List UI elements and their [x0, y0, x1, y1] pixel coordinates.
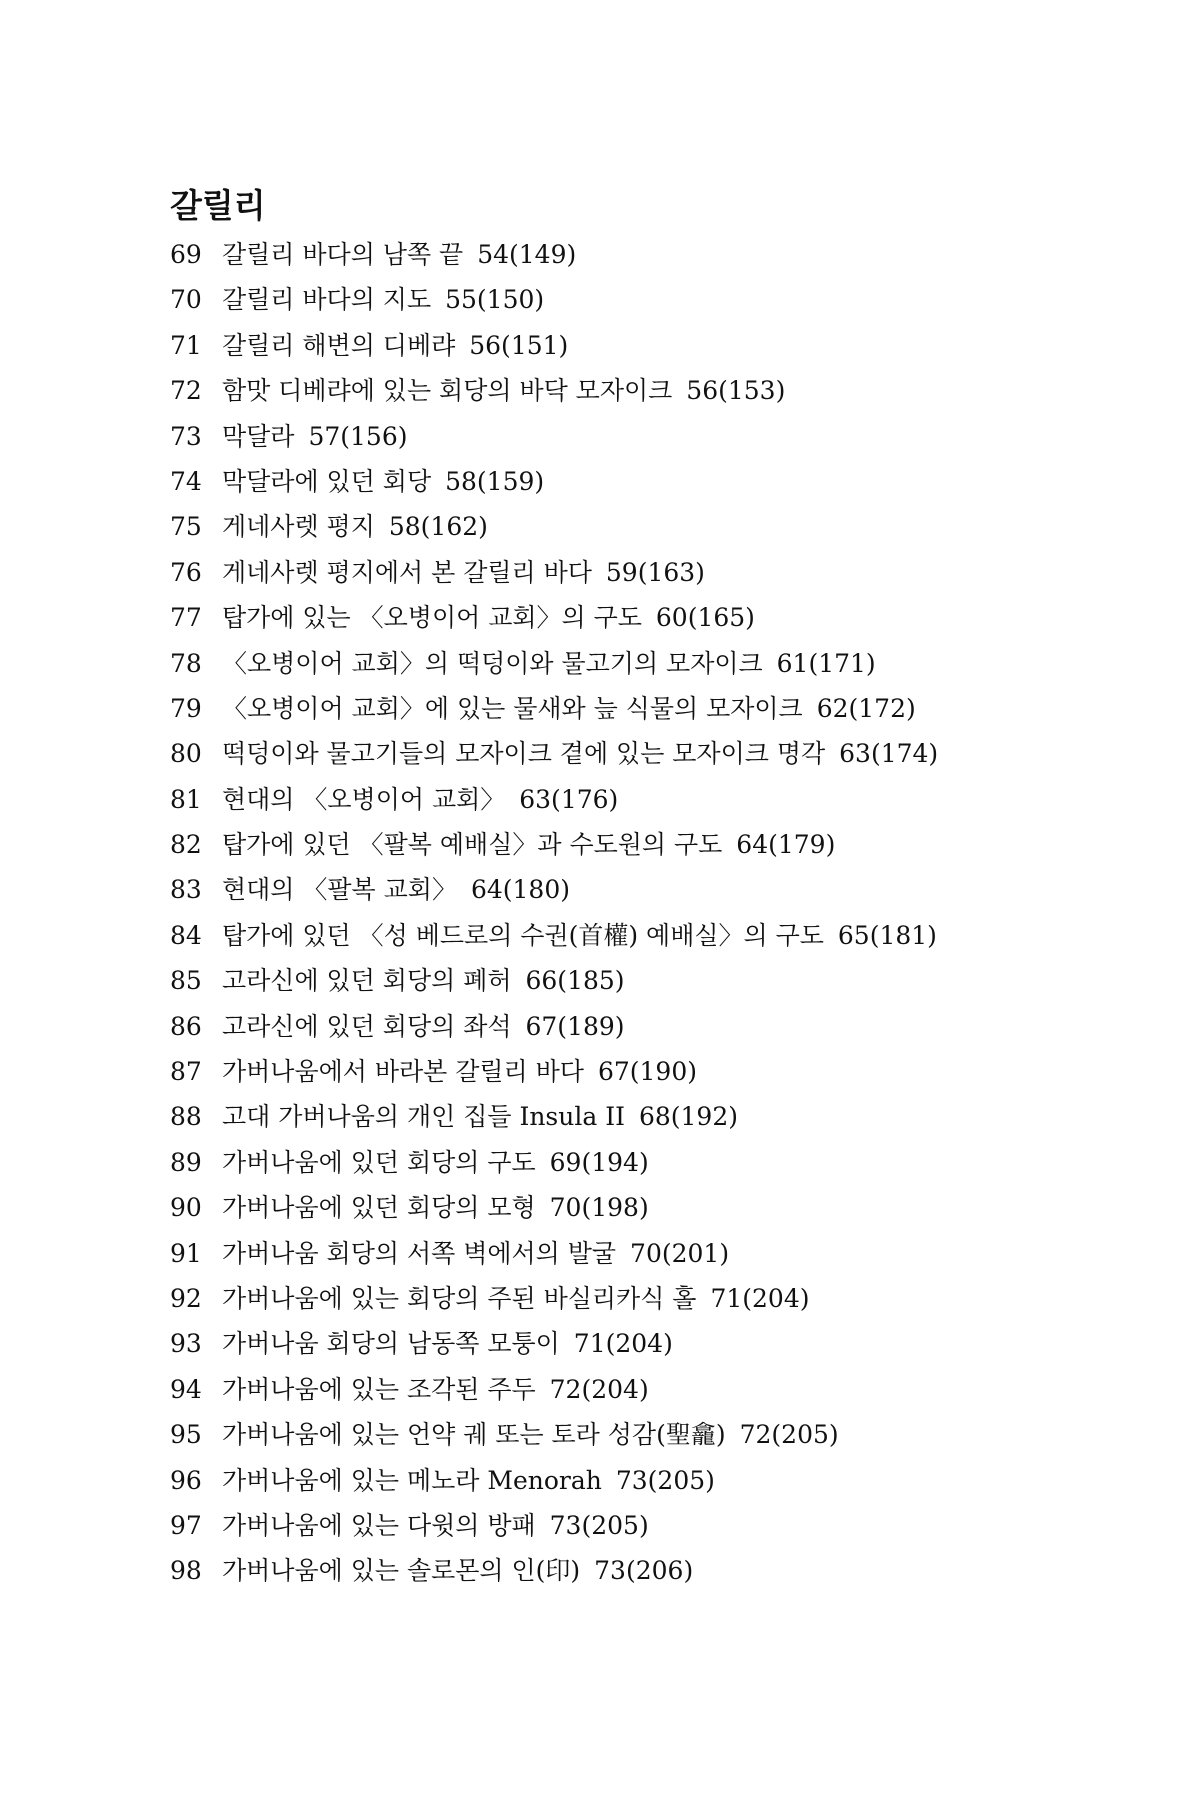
list-item — [170, 232, 1150, 277]
list-item — [170, 1367, 1150, 1412]
list-item — [170, 1321, 1150, 1366]
figure-caption: 고라신에 있던 회당의 폐허 — [222, 966, 512, 996]
page-reference: 62(172) — [816, 693, 916, 723]
section-title: 갈릴리 — [170, 186, 266, 225]
figure-caption: 가버나움 회당의 서쪽 벽에서의 발굴 — [222, 1238, 617, 1268]
page-reference: 65(181) — [837, 920, 937, 950]
figure-number: 93 — [170, 1329, 202, 1359]
page-reference: 72(205) — [739, 1420, 839, 1450]
page-reference: 73(206) — [594, 1556, 694, 1586]
list-item — [170, 1503, 1150, 1548]
figure-number: 88 — [170, 1102, 202, 1132]
page-reference: 63(174) — [839, 739, 939, 769]
figure-list — [170, 232, 1150, 1594]
list-item — [170, 777, 1150, 822]
figure-number: 98 — [170, 1556, 202, 1586]
figure-caption: 가버나움에 있는 메노라 Menorah — [222, 1465, 602, 1495]
figure-caption: 갈릴리 바다의 지도 — [222, 285, 432, 315]
page-reference: 66(185) — [525, 966, 625, 996]
list-item — [170, 1412, 1150, 1457]
figure-caption: 〈오병이어 교회〉의 떡덩이와 물고기의 모자이크 — [222, 648, 763, 678]
page-reference: 70(198) — [549, 1193, 649, 1223]
list-item — [170, 958, 1150, 1003]
figure-caption: 고대 가버나움의 개인 집들 Insula II — [222, 1102, 625, 1132]
figure-number: 90 — [170, 1193, 202, 1223]
figure-caption: 갈릴리 해변의 디베랴 — [222, 330, 456, 360]
list-item — [170, 323, 1150, 368]
page-reference: 68(192) — [638, 1102, 738, 1132]
figure-caption: 현대의 〈팔복 교회〉 — [222, 875, 457, 905]
figure-number: 87 — [170, 1057, 202, 1087]
list-item — [170, 368, 1150, 413]
figure-caption: 가버나움에 있는 다윗의 방패 — [222, 1510, 536, 1540]
list-item — [170, 1458, 1150, 1503]
page-reference: 55(150) — [445, 285, 545, 315]
figure-number: 85 — [170, 966, 202, 996]
page-reference: 60(165) — [655, 603, 755, 633]
figure-caption: 가버나움 회당의 남동쪽 모퉁이 — [222, 1329, 560, 1359]
figure-number: 81 — [170, 784, 202, 814]
figure-number: 91 — [170, 1238, 202, 1268]
page-reference: 70(201) — [630, 1238, 730, 1268]
figure-number: 70 — [170, 285, 202, 315]
figure-caption: 막달라에 있던 회당 — [222, 466, 432, 496]
figure-number: 77 — [170, 603, 202, 633]
list-item — [170, 822, 1150, 867]
figure-number: 79 — [170, 693, 202, 723]
page-reference: 58(162) — [388, 512, 488, 542]
figure-number: 95 — [170, 1420, 202, 1450]
list-item — [170, 731, 1150, 776]
page-reference: 57(156) — [308, 421, 408, 451]
list-item — [170, 595, 1150, 640]
figure-number: 97 — [170, 1510, 202, 1540]
list-item — [170, 550, 1150, 595]
figure-caption: 떡덩이와 물고기들의 모자이크 곁에 있는 모자이크 명각 — [222, 739, 826, 769]
figure-number: 76 — [170, 557, 202, 587]
figure-caption: 가버나움에 있는 회당의 주된 바실리카식 홀 — [222, 1283, 697, 1313]
figure-caption: 가버나움에 있던 회당의 구도 — [222, 1147, 536, 1177]
list-item — [170, 1004, 1150, 1049]
figure-number: 86 — [170, 1011, 202, 1041]
page-reference: 56(151) — [469, 330, 569, 360]
list-item — [170, 504, 1150, 549]
list-item — [170, 1094, 1150, 1139]
list-item — [170, 867, 1150, 912]
list-item — [170, 414, 1150, 459]
list-item — [170, 641, 1150, 686]
list-item — [170, 1185, 1150, 1230]
figure-caption: 탑가에 있던 〈성 베드로의 수권(首權) 예배실〉의 구도 — [222, 920, 824, 950]
figure-caption: 게네사렛 평지에서 본 갈릴리 바다 — [222, 557, 592, 587]
figure-number: 84 — [170, 920, 202, 950]
figure-number: 71 — [170, 330, 202, 360]
figure-number: 96 — [170, 1465, 202, 1495]
figure-caption: 탑가에 있던 〈팔복 예배실〉과 수도원의 구도 — [222, 830, 723, 860]
page-reference: 58(159) — [445, 466, 545, 496]
figure-caption: 가버나움에 있는 솔로몬의 인(印) — [222, 1556, 581, 1586]
figure-number: 75 — [170, 512, 202, 542]
figure-number: 82 — [170, 830, 202, 860]
list-item — [170, 459, 1150, 504]
figure-caption: 〈오병이어 교회〉에 있는 물새와 늪 식물의 모자이크 — [222, 693, 803, 723]
page-reference: 54(149) — [477, 240, 577, 269]
figure-number: 72 — [170, 376, 202, 406]
page-reference: 64(179) — [736, 830, 836, 860]
figure-number: 89 — [170, 1147, 202, 1177]
figure-caption: 가버나움에서 바라본 갈릴리 바다 — [222, 1057, 584, 1087]
figure-caption: 갈릴리 바다의 남쪽 끝 — [222, 240, 464, 269]
figure-caption: 가버나움에 있는 언약 궤 또는 토라 성감(聖龕) — [222, 1420, 726, 1450]
page-reference: 67(189) — [525, 1011, 625, 1041]
page-reference: 63(176) — [519, 784, 619, 814]
list-item — [170, 1140, 1150, 1185]
figure-number: 78 — [170, 648, 202, 678]
list-item — [170, 1049, 1150, 1094]
figure-number: 69 — [170, 240, 202, 269]
list-item — [170, 913, 1150, 958]
page-reference: 61(171) — [776, 648, 876, 678]
page-reference: 59(163) — [605, 557, 705, 587]
figure-number: 92 — [170, 1283, 202, 1313]
page-reference: 71(204) — [710, 1283, 810, 1313]
figure-caption: 막달라 — [222, 421, 295, 451]
figure-caption: 게네사렛 평지 — [222, 512, 375, 542]
list-item — [170, 1548, 1150, 1593]
page-reference: 73(205) — [549, 1510, 649, 1540]
list-item — [170, 1276, 1150, 1321]
figure-caption: 탑가에 있는 〈오병이어 교회〉의 구도 — [222, 603, 642, 633]
figure-caption: 고라신에 있던 회당의 좌석 — [222, 1011, 512, 1041]
list-item — [170, 1231, 1150, 1276]
figure-number: 80 — [170, 739, 202, 769]
figure-caption: 현대의 〈오병이어 교회〉 — [222, 784, 506, 814]
page-reference: 69(194) — [549, 1147, 649, 1177]
page-reference: 67(190) — [597, 1057, 697, 1087]
page-reference: 56(153) — [686, 376, 786, 406]
list-item — [170, 686, 1150, 731]
page-reference: 64(180) — [470, 875, 570, 905]
figure-caption: 가버나움에 있던 회당의 모형 — [222, 1193, 536, 1223]
list-of-figures-page — [170, 183, 1150, 1594]
figure-caption: 함맛 디베랴에 있는 회당의 바닥 모자이크 — [222, 376, 673, 406]
list-item — [170, 277, 1150, 322]
page-reference: 73(205) — [615, 1465, 715, 1495]
figure-number: 73 — [170, 421, 202, 451]
figure-number: 74 — [170, 466, 202, 496]
figure-caption: 가버나움에 있는 조각된 주두 — [222, 1374, 536, 1404]
figure-number: 94 — [170, 1374, 202, 1404]
figure-number: 83 — [170, 875, 202, 905]
page-reference: 72(204) — [549, 1374, 649, 1404]
page-reference: 71(204) — [573, 1329, 673, 1359]
